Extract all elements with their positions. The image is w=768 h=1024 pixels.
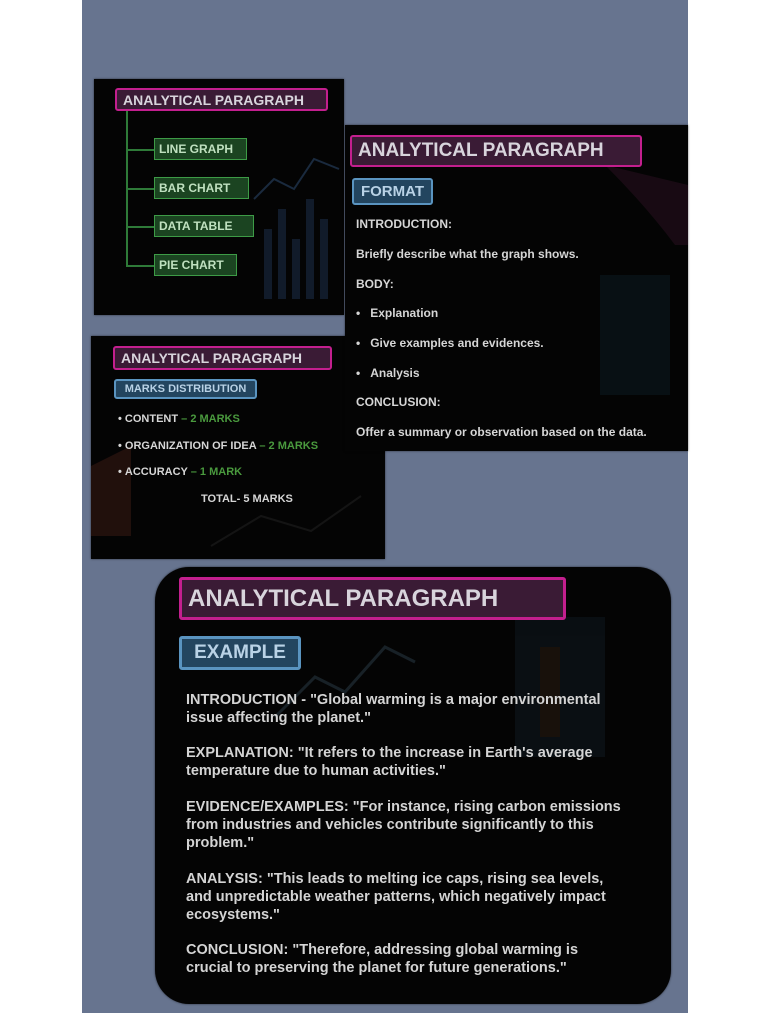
chart-types-card	[94, 79, 344, 315]
format-bullet	[356, 366, 420, 380]
format-body-heading: BODY:	[356, 277, 394, 291]
format-card	[345, 125, 688, 451]
paragraph-heading: EVIDENCE/EXAMPLES:	[186, 799, 349, 815]
marks-row	[118, 413, 240, 425]
card-title: ANALYTICAL PARAGRAPH	[350, 135, 642, 167]
marks-row	[118, 440, 318, 452]
marks-row-label: ORGANIZATION OF IDEA	[124, 440, 257, 452]
marks-row-label: CONTENT	[124, 413, 179, 425]
example-paragraph	[186, 870, 626, 924]
marks-row-label: ACCURACY	[124, 466, 188, 478]
paragraph-text: "It refers to the increase in Earth's average temperature due to human activities."	[186, 745, 593, 779]
format-bullet-text: Give examples and evidences.	[370, 336, 544, 350]
paragraph-heading: INTRODUCTION	[186, 692, 298, 708]
bullet-dot: •	[118, 413, 125, 425]
chart-type-line-graph: LINE GRAPH	[154, 138, 247, 160]
marks-distribution-card	[91, 336, 385, 559]
paragraph-separator: -	[297, 692, 311, 708]
format-conclusion-text: Offer a summary or observation based on the data.	[356, 425, 647, 439]
bullet-dot: •	[118, 466, 125, 478]
marks-row-value: – 1 MARK	[190, 466, 243, 478]
paragraph-text: "This leads to melting ice caps, rising sea levels, and unpredictable weather patterns, which negatively impact ecosystems."	[186, 871, 606, 923]
example-paragraph	[186, 941, 626, 977]
bullet-dot: •	[356, 336, 371, 350]
chart-type-bar-chart: BAR CHART	[154, 177, 249, 199]
tree-connector	[126, 226, 154, 228]
paragraph-heading: EXPLANATION:	[186, 745, 294, 761]
format-intro-text: Briefly describe what the graph shows.	[356, 247, 579, 261]
card-title: ANALYTICAL PARAGRAPH	[113, 346, 332, 370]
format-bullet-text: Explanation	[370, 306, 439, 320]
example-paragraph	[186, 798, 626, 852]
example-card-subtitle: EXAMPLE	[179, 636, 301, 670]
paragraph-text: "For instance, rising carbon emissions from industries and vehicles contribute significantly to this problem."	[186, 799, 621, 851]
tree-connector	[126, 149, 154, 151]
chart-type-data-table: DATA TABLE	[154, 215, 254, 237]
example-card-title: ANALYTICAL PARAGRAPH	[179, 577, 566, 620]
format-bullet	[356, 306, 438, 320]
marks-row-value: – 2 MARKS	[259, 440, 319, 452]
marks-row-value: – 2 MARKS	[181, 413, 240, 425]
card-title: ANALYTICAL PARAGRAPH	[115, 88, 328, 111]
paragraph-heading: ANALYSIS:	[186, 871, 263, 887]
paragraph-heading: CONCLUSION:	[186, 942, 289, 958]
bullet-dot: •	[356, 366, 371, 380]
tree-connector	[126, 188, 154, 190]
example-paragraph	[186, 691, 626, 727]
card-subtitle: FORMAT	[352, 178, 433, 205]
tree-connector	[126, 265, 154, 267]
example-paragraph	[186, 744, 626, 780]
format-bullet	[356, 336, 544, 350]
paragraph-text: "Global warming is a major environmental issue affecting the planet."	[186, 692, 601, 726]
marks-total: TOTAL- 5 MARKS	[201, 493, 293, 505]
format-intro-heading: INTRODUCTION:	[356, 217, 452, 231]
format-bullet-text: Analysis	[370, 366, 420, 380]
paragraph-text: "Therefore, addressing global warming is crucial to preserving the planet for future generations."	[186, 942, 579, 976]
background-chart-decoration	[155, 567, 671, 1004]
bullet-dot: •	[118, 440, 125, 452]
format-conclusion-heading: CONCLUSION:	[356, 395, 441, 409]
example-card	[155, 567, 671, 1004]
card-subtitle: MARKS DISTRIBUTION	[114, 379, 257, 399]
bullet-dot: •	[356, 306, 371, 320]
chart-type-pie-chart: PIE CHART	[154, 254, 237, 276]
marks-row	[118, 466, 242, 478]
